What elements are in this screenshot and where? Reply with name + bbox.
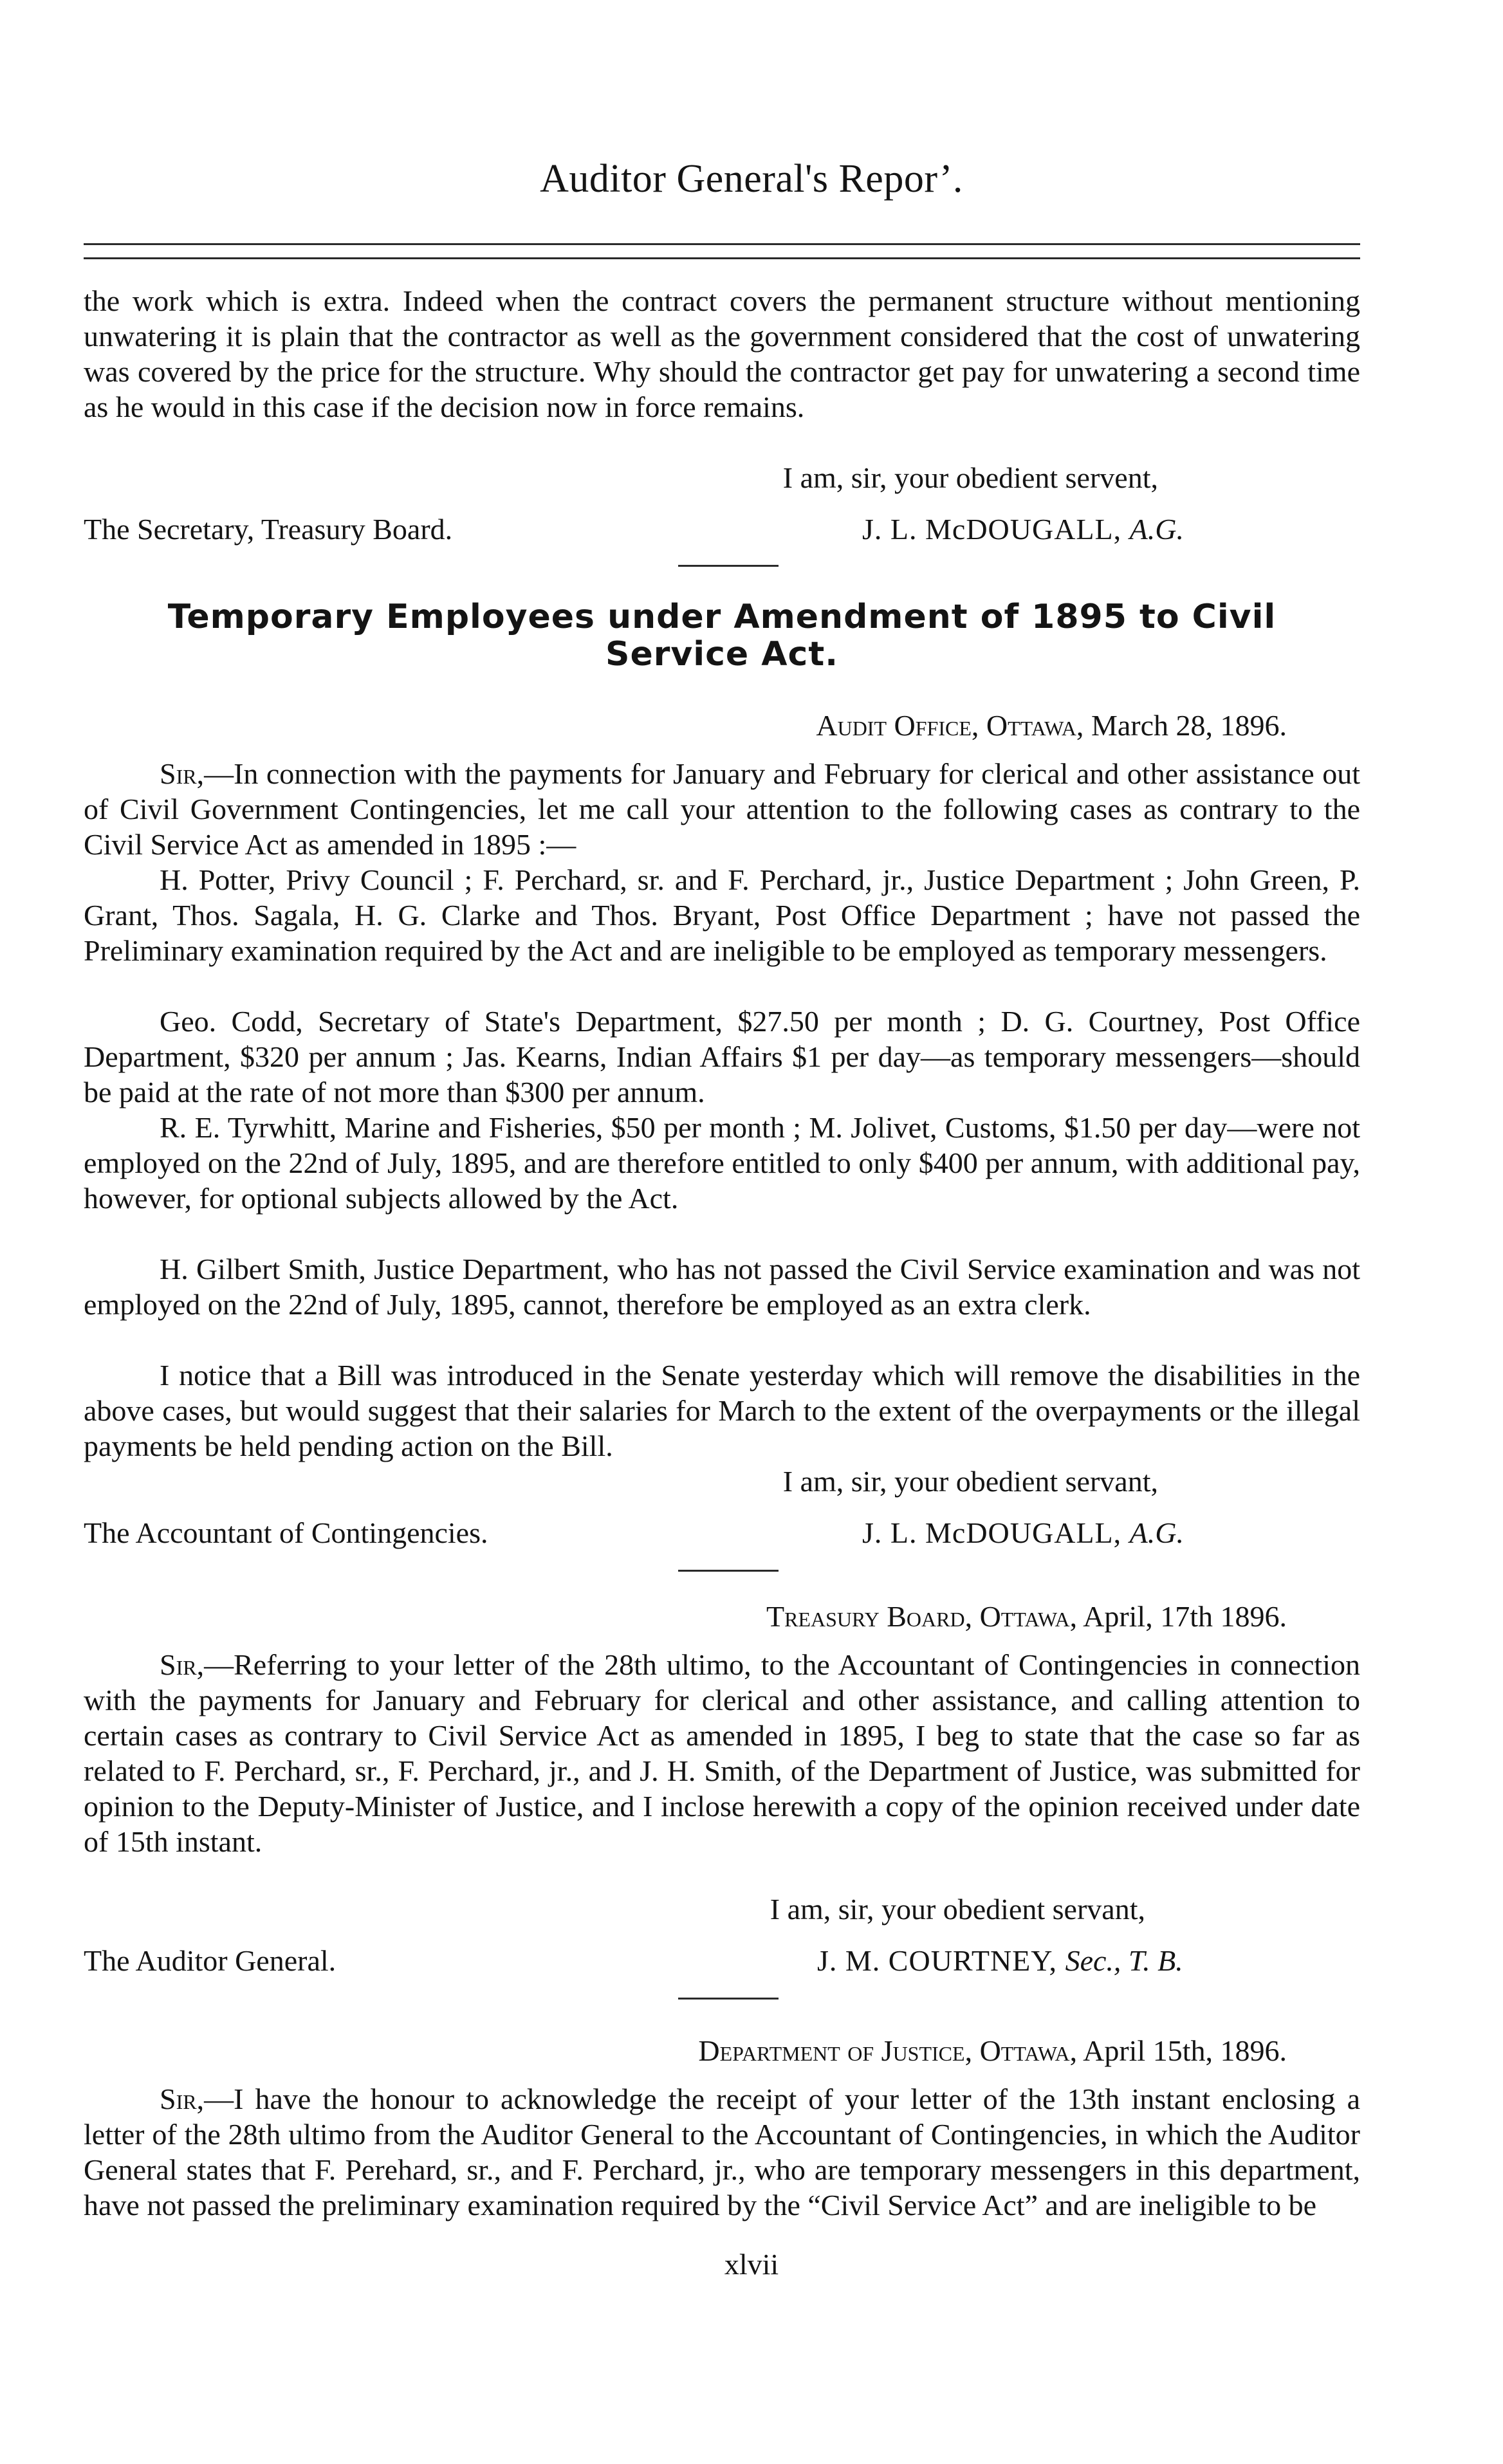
letter2-signature — [862, 1515, 1184, 1550]
letter-divider — [678, 1998, 779, 2000]
header-rule-bottom — [84, 257, 1360, 259]
header-rule-top — [84, 243, 1360, 245]
letter1-body: the work which is extra. Indeed when the contract covers the permanent structure without mentioning unwatering it is plain that the contractor as well as the government considered that the cost of unwatering was covered by the price for the structure. Why should the contractor get pay for unwatering a second time as he would in this case if the decision now in force remains. — [84, 284, 1360, 423]
page-number: xlvii — [724, 2248, 779, 2281]
letter3-recipient: The Auditor General. — [84, 1944, 337, 1977]
section-heading-line2: Service Act. — [605, 635, 838, 674]
letter2-paragraph: I notice that a Bill was introduced in the Senate yesterday which will remove the disabilities in the above cases, but would suggest that their salaries for March to the extent of the overpayments or the illegal payments be held pending action on the Bill. — [84, 1359, 1360, 1462]
letter3-place: Treasury Board, Ottawa, — [766, 1600, 1078, 1633]
letter3-body: —Referring to your letter of the 28th ultimo, to the Accountant of Contingencies in connection with the payments for January and February for clerical and other assistance, and calling attention to certain cases as contrary to Civil Service Act as amended in 1895, I beg to state that the case so far as related to F. Perchard, sr., F. Perchard, jr., and J. H. Smith, of the Department of Justice, was submitted for opinion to the Deputy-Minister of Justice, and I inclose herewith a copy of the opinion received under date of 15th instant. — [84, 1648, 1360, 1858]
letter3-salutation: Sir, — [160, 1648, 205, 1681]
letter2-dateline — [0, 708, 1287, 743]
letter4-salutation: Sir, — [160, 2082, 205, 2115]
letter2-paragraph-text: —In connection with the payments for January and February for clerical and other assistance out of Civil Government Contingencies, let me call your attention to the following cases as contrary to the Civil Service Act as amended in 1895 :— — [84, 757, 1360, 861]
letter1-signature — [862, 511, 1184, 547]
letter4-place: Department of Justice, Ottawa, — [698, 2034, 1078, 2067]
letter2-place: Audit Office, Ottawa, — [816, 709, 1084, 742]
letter2-paragraph: Geo. Codd, Secretary of State's Department, $27.50 per month ; D. G. Courtney, Post Office Department, $320 per annum ; Jas. Kearns, Indian Affairs $1 per day—as temporary messengers—should be paid at the rate of not more than $300 per annum. — [84, 1005, 1360, 1108]
letter3-dateline — [0, 1599, 1287, 1634]
running-header: Auditor General's Repor’. — [540, 157, 963, 201]
letter2-signature-name: J. L. McDOUGALL, — [862, 1516, 1122, 1549]
letter2-paragraph: H. Gilbert Smith, Justice Department, who has not passed the Civil Service examination and was not employed on the 22nd of July, 1895, cannot, therefore be employed as an extra clerk. — [84, 1253, 1360, 1321]
letter3-date: April, 17th 1896. — [1083, 1600, 1287, 1633]
letter-divider — [678, 1570, 779, 1572]
letter2-date: March 28, 1896. — [1091, 709, 1287, 742]
letter3-signature-name: J. M. COURTNEY, — [817, 1944, 1058, 1977]
letter4-paragraph — [84, 2081, 1360, 2223]
letter2-paragraph: H. Potter, Privy Council ; F. Perchard, sr. and F. Perchard, jr., Justice Department ; John Green, P. Grant, Thos. Sagala, H. G. Clarke and Thos. Bryant, Post Office Department ; have not passed the Preliminary examination required by the Act and are ineligible to be employed as temporary messengers. — [84, 863, 1360, 967]
letter1-recipient: The Secretary, Treasury Board. — [84, 513, 453, 546]
section-heading-line1: Temporary Employees under Amendment of 1895 to Civil — [167, 598, 1277, 636]
letter4-date: April 15th, 1896. — [1083, 2034, 1287, 2067]
letter1-closing: I am, sir, your obedient servent, — [782, 461, 1158, 494]
letter3-paragraph — [84, 1647, 1360, 1859]
letter4-dateline — [0, 2033, 1287, 2068]
letter2-paragraph: R. E. Tyrwhitt, Marine and Fisheries, $50 per month ; M. Jolivet, Customs, $1.50 per day—were not employed on the 22nd of July, 1895, and are therefore entitled to only $400 per annum, with additional pay, however, for optional subjects allowed by the Act. — [84, 1111, 1360, 1215]
letter2-salutation: Sir, — [160, 757, 205, 790]
letter2-paragraph — [84, 756, 1360, 862]
letter1-signature-name: J. L. McDOUGALL, — [862, 513, 1122, 546]
section-heading — [84, 598, 1360, 673]
letter1-signature-title: A.G. — [1129, 513, 1184, 546]
letter2-signature-title: A.G. — [1129, 1516, 1184, 1549]
letter3-signature — [817, 1943, 1183, 1978]
letter2-recipient: The Accountant of Contingencies. — [84, 1516, 488, 1549]
letter2-closing: I am, sir, your obedient servant, — [782, 1465, 1158, 1498]
section-divider — [678, 565, 779, 567]
letter3-closing: I am, sir, your obedient servant, — [770, 1893, 1145, 1926]
letter3-signature-title: Sec., T. B. — [1065, 1944, 1183, 1977]
letter4-body: —I have the honour to acknowledge the receipt of your letter of the 13th instant enclosing a letter of the 28th ultimo from the Auditor General to the Accountant of Contingencies, in which the Auditor General states that F. Perehard, sr., and F. Perchard, jr., who are temporary messengers in this department, have not passed the preliminary examination required by the “Civil Service Act” and are ineligible to be — [84, 2082, 1360, 2221]
